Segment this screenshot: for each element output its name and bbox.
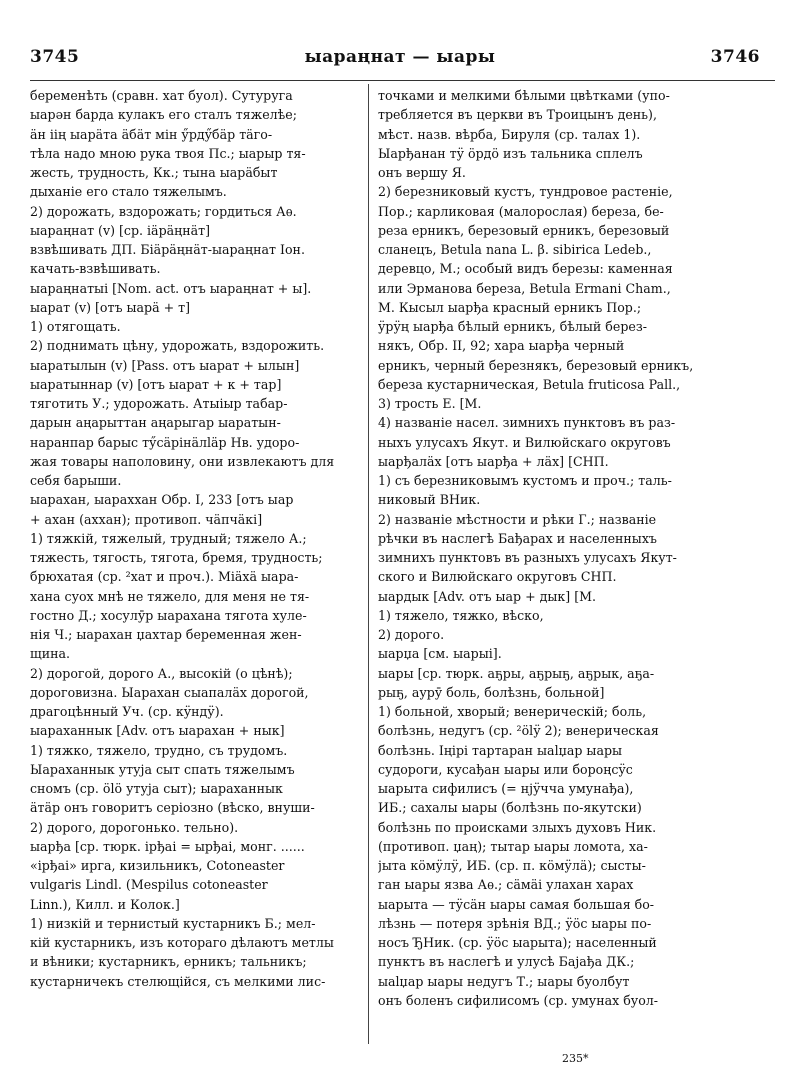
text-line: судороги, кусађан ыары или бороңсӱс: [378, 761, 633, 777]
text-line: реза ерникъ, березовый ерникъ, березовый: [378, 222, 670, 238]
text-line: 1) низкій и тернистый кустарникъ Б.; мел-: [30, 915, 316, 931]
text-line: мѣст. назв. вѣрба, Бируля (ср. талах 1).: [378, 126, 641, 142]
signature-mark: 235*: [562, 1052, 589, 1065]
text-line: 2) дорожать, вздорожать; гордиться Аѳ.: [30, 203, 297, 219]
text-line: качать-взвѣшивать.: [30, 261, 161, 277]
text-line: болѣзнь. Iңiрi тартаран ыаlџар ыары: [378, 742, 623, 758]
text-line: дыханіе его стало тяжелымъ.: [30, 184, 227, 200]
text-line: М. Кысыл ыарђа красный ерникъ Пор.;: [378, 299, 642, 315]
running-title: ыараңнат — ыары: [304, 47, 496, 67]
text-line: никовый ВНик.: [378, 492, 481, 508]
header-rule: [30, 80, 775, 81]
text-line: ыаратылын (v) [Pass. отъ ыарат + ылын]: [30, 357, 300, 373]
text-line: ыарат (v) [отъ ыарä + т]: [30, 299, 191, 315]
text-line: дарын аңарыттан аңарыгар ыаратын-: [30, 415, 281, 431]
text-line: кій кустарникъ, изъ котораго дѣлаютъ метлы: [30, 935, 334, 950]
text-line: ыараңнатыі [Nom. act. отъ ыараңнат + ы].: [30, 280, 312, 296]
text-line: тяжесть, тягость, тягота, бремя, трудность;: [30, 550, 323, 565]
right-column: [378, 86, 773, 1010]
text-line: деревцо, М.; особый видъ березы: каменная: [378, 261, 673, 277]
text-line: ыарыта — тӱсäн ыары самая большая бо-: [378, 896, 655, 912]
text-line: рыҕ, аурӯ боль, болѣзнь, больной]: [378, 684, 605, 700]
text-line: нія Ч.; ыарахан џахтар беременная жен-: [30, 627, 302, 642]
text-line: наранпар барыс тӳсäрiнäлläр Нв. удоро-: [30, 434, 300, 450]
text-line: 4) названіе насел. зимнихъ пунктовъ въ раз-: [378, 415, 676, 431]
text-line: Ыараханнык утуја сыт спать тяжелымъ: [30, 761, 295, 777]
text-line: хана суох мнѣ не тяжело, для меня не тя-: [30, 588, 310, 604]
text-line: дороговизна. Ыарахан сыапалäх дорогой,: [30, 684, 309, 700]
text-line: ского и Вилюйскаго округовъ СНП.: [378, 569, 617, 585]
text-line: щина.: [30, 646, 71, 662]
text-line: береза кустарническая, Betula fruticosa Pall.,: [378, 376, 681, 392]
text-line: и вѣники; кустарникъ, ерникъ; тальникъ;: [30, 954, 307, 970]
text-line: ыараханнык [Adv. отъ ыарахан + нык]: [30, 723, 285, 739]
right-page-number: 3746: [710, 47, 760, 67]
text-line: ыарђа [ср. тюрк. iрђаi = ырђаi, монг. ......: [30, 838, 305, 854]
text-line: ныхъ улусахъ Якут. и Вилюйскаго округовъ: [378, 434, 671, 450]
text-line: ИБ.; сахалы ыары (болѣзнь по-якутски): [378, 800, 642, 816]
text-line: + ахан (аххан); противоп. чäпчäкi]: [30, 511, 263, 527]
text-line: 2) дорого, дорогонько. тельно).: [30, 819, 239, 835]
text-line: ыарыта сифилисъ (= нјӱчча умунађа),: [378, 781, 634, 796]
text-line: Linn.), Килл. и Колок.]: [30, 896, 180, 912]
text-line: зимнихъ пунктовъ въ разныхъ улусахъ Якут-: [378, 550, 677, 565]
text-line: (противоп. џаң); тытар ыары ломота, ха-: [378, 838, 648, 854]
text-line: vulgaris Lindl. (Mespilus cotoneaster: [30, 877, 268, 893]
text-line: сланецъ, Betula nana L. β. sibirica Ledeb.,: [378, 242, 652, 257]
text-line: 2) дорогой, дорого А., высокій (о цѣнѣ);: [30, 665, 293, 681]
text-line: или Эрманова береза, Betula Ermani Cham.,: [378, 280, 671, 296]
text-line: 2) поднимать цѣну, удорожать, вздорожить.: [30, 338, 325, 354]
text-line: ыары [ср. тюрк. аҕры, аҕрыҕ, аҕрык, аҕа-: [378, 665, 655, 681]
text-line: онъ вершу Я.: [378, 165, 466, 180]
text-line: 3) трость Е. [М.: [378, 396, 482, 411]
text-line: јыта кöмӱлӱ, ИБ. (ср. п. кöмӱлä); сысты-: [378, 858, 646, 873]
text-line: äн іiң ыарäта äбäт мiн ӳрдӳбäр тäго-: [30, 126, 273, 142]
text-line: ган ыары язва Аѳ.; сäмäi улахан харах: [378, 877, 634, 893]
text-line: ыаратыннар (v) [отъ ыарат + к + тар]: [30, 376, 282, 392]
text-line: беременѣть (сравн. хат буол). Сутуруга: [30, 88, 293, 103]
text-line: ыарџа [см. ыарыі].: [378, 646, 502, 662]
text-line: ыарән барда кулакъ его сталъ тяжелѣе;: [30, 107, 297, 123]
text-line: 1) тяжко, тяжело, трудно, съ трудомъ.: [30, 742, 288, 758]
text-line: äтäр онъ говоритъ серіозно (вѣско, внуши-: [30, 800, 315, 816]
text-line: 1) больной, хворый; венерическій; боль,: [378, 704, 647, 719]
text-line: брюхатая (ср. ²хат и проч.). Мiäхä ыара-: [30, 569, 299, 585]
text-line: себя барыши.: [30, 473, 122, 488]
text-line: требляется въ церкви въ Троицынъ день),: [378, 107, 657, 123]
text-line: тѣла надо мною рука твоя Пс.; ыарыр тя-: [30, 145, 306, 161]
column-divider: [368, 84, 369, 1044]
text-line: пунктъ въ наслегѣ и улусѣ Бајађа ДК.;: [378, 954, 635, 970]
text-line: «iрђаi» ирга, кизильникъ, Cotoneaster: [30, 858, 285, 873]
text-line: тяготить У.; удорожать. Атыiыр табар-: [30, 396, 288, 411]
text-line: онъ боленъ сифилисомъ (ср. умунах буол-: [378, 992, 659, 1008]
text-line: жесть, трудность, Кк.; тына ыарäбыт: [30, 165, 278, 180]
text-line: точками и мелкими бѣлыми цвѣтками (упо-: [378, 88, 670, 103]
text-line: Пор.; карликовая (малорослая) береза, бе-: [378, 203, 664, 219]
text-line: 1) тяжело, тяжко, вѣско,: [378, 607, 544, 623]
text-line: ерникъ, черный березнякъ, березовый ерникъ,: [378, 357, 694, 373]
text-line: сномъ (ср. ölö утуја сыт); ыараханнык: [30, 781, 283, 796]
text-line: ыарђалäх [отъ ыарђа + лäх] [СНП.: [378, 453, 609, 469]
text-line: ыарахан, ыараххан Обр. I, 233 [отъ ыар: [30, 492, 294, 508]
text-line: 2) березниковый кустъ, тундровое растеніе,: [378, 184, 673, 200]
left-column: [30, 86, 360, 991]
text-line: ыаlџар ыары недугъ Т.; ыары буолбут: [378, 973, 630, 989]
text-line: 1) тяжкій, тяжелый, трудный; тяжело А.;: [30, 530, 307, 546]
text-line: ӱрӱң ыарђа бѣлый ерникъ, бѣлый берез-: [378, 319, 647, 334]
text-line: взвѣшивать ДП. Бiäрäңнäт-ыараңнат Іон.: [30, 242, 305, 257]
text-line: лѣзнь — потеря зрѣнія ВД.; ӱöс ыары по-: [378, 915, 652, 931]
left-page-number: 3745: [30, 47, 80, 67]
text-line: 1) съ березниковымъ кустомъ и проч.; таль-: [378, 473, 672, 488]
text-line: болѣзнь, недугъ (ср. ²ölӱ 2); венерическая: [378, 723, 659, 739]
text-line: жая товары наполовину, они извлекаютъ для: [30, 453, 335, 469]
text-line: гостно Д.; хосулӯр ыарахана тягота хуле-: [30, 607, 307, 623]
text-line: драгоцѣнный Уч. (ср. кӱндӱ).: [30, 704, 224, 719]
text-line: 2) дорого.: [378, 627, 445, 642]
text-line: някъ, Обр. II, 92; хара ыарђа черный: [378, 338, 625, 354]
text-line: ыараңнат (v) [ср. іäрäңнäт]: [30, 222, 210, 238]
text-line: кустарничекъ стелющійся, съ мелкими лис-: [30, 973, 326, 989]
text-line: ыардык [Adv. отъ ыар + дык] [М.: [378, 588, 597, 604]
text-line: носъ ЂНик. (ср. ӱöс ыарыта); населенный: [378, 935, 657, 950]
text-line: рѣчки въ наслегѣ Бађарах и населенныхъ: [378, 530, 657, 546]
text-line: Ыарђанан тӱ öрдö изъ тальника сплелъ: [378, 145, 643, 161]
text-line: 2) названіе мѣстности и рѣки Г.; названіе: [378, 511, 657, 527]
text-line: 1) отягощать.: [30, 319, 121, 334]
text-line: болѣзнь по происками злыхъ духовъ Ник.: [378, 819, 657, 835]
